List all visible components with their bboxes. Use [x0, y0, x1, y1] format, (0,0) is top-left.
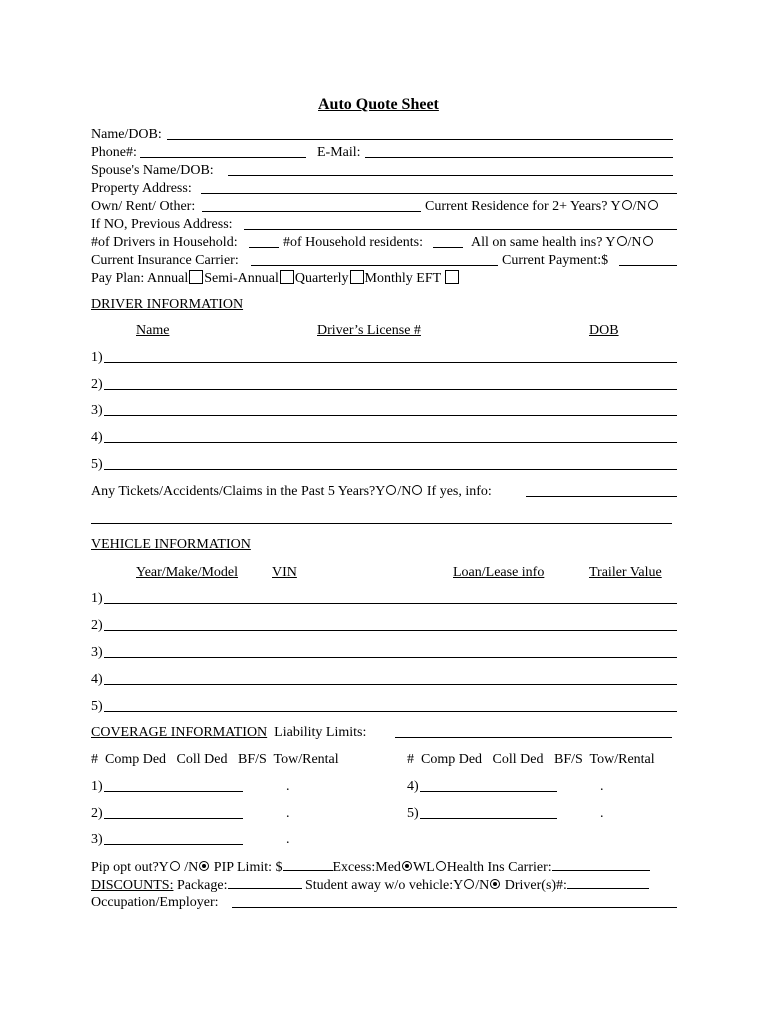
current-carrier-field[interactable] — [251, 265, 498, 266]
quarterly-label: Quarterly — [294, 271, 349, 286]
current-payment-label: Current Payment:$ — [502, 253, 609, 268]
driver-col-dob: DOB — [589, 323, 619, 338]
coverage-row-2-dot: . — [286, 806, 290, 821]
previous-address-label: If NO, Previous Address: — [91, 217, 233, 232]
phone-label: Phone#: — [91, 145, 137, 160]
coverage-columns-left: # Comp Ded Coll Ded BF/S Tow/Rental — [91, 752, 339, 767]
current-payment-field[interactable] — [619, 265, 677, 266]
current-residence-question — [425, 198, 659, 216]
quarterly-checkbox[interactable] — [350, 270, 364, 284]
coverage-heading-row — [91, 724, 366, 742]
coverage-row-1-field[interactable] — [104, 791, 243, 792]
driver-row-4-field[interactable] — [104, 442, 677, 443]
coverage-row-3-dot: . — [286, 832, 290, 847]
driver-row-1-label: 1) — [91, 350, 103, 365]
semi-annual-checkbox[interactable] — [280, 270, 294, 284]
package-label: Package: — [173, 878, 228, 893]
residence-yes-radio[interactable] — [622, 200, 632, 210]
tickets-question — [91, 483, 492, 501]
vehicle-row-5-label: 5) — [91, 699, 103, 714]
vehicle-row-3-field[interactable] — [104, 657, 677, 658]
coverage-columns-right: # Comp Ded Coll Ded BF/S Tow/Rental — [407, 752, 655, 767]
coverage-section-heading: COVERAGE INFORMATION — [91, 725, 268, 740]
phone-field[interactable] — [140, 157, 306, 158]
driver-row-4-label: 4) — [91, 430, 103, 445]
driver-row-2-field[interactable] — [104, 389, 677, 390]
health-carrier-label: Health Ins Carrier: — [446, 860, 552, 875]
occupation-label: Occupation/Employer: — [91, 895, 219, 910]
vehicle-col-loan: Loan/Lease info — [453, 565, 545, 580]
student-separator: /N — [475, 878, 490, 893]
email-field[interactable] — [365, 157, 673, 158]
drivers-count-field[interactable] — [567, 876, 649, 889]
coverage-row-4-label: 4) — [407, 779, 419, 794]
drivers-household-field[interactable] — [249, 247, 279, 248]
vehicle-section-heading: VEHICLE INFORMATION — [91, 537, 251, 552]
vehicle-row-1-label: 1) — [91, 591, 103, 606]
coverage-row-2-label: 2) — [91, 806, 103, 821]
annual-checkbox[interactable] — [189, 270, 203, 284]
vehicle-row-4-field[interactable] — [104, 684, 677, 685]
tickets-label: Any Tickets/Accidents/Claims in the Past 5 Years?Y — [91, 484, 386, 499]
property-address-label: Property Address: — [91, 181, 192, 196]
vehicle-row-4-label: 4) — [91, 672, 103, 687]
pip-limit-label: PIP Limit: $ — [210, 860, 283, 875]
drivers-household-label: #of Drivers in Household: — [91, 235, 238, 250]
name-dob-label: Name/DOB: — [91, 127, 162, 142]
vehicle-col-vin: VIN — [272, 565, 297, 580]
driver-row-1-field[interactable] — [104, 362, 677, 363]
excess-wl-label: WL — [412, 860, 435, 875]
driver-row-5-label: 5) — [91, 457, 103, 472]
tickets-info-field-2[interactable] — [91, 523, 672, 524]
pip-row — [91, 858, 650, 877]
pip-limit-field[interactable] — [283, 858, 333, 871]
pip-no-radio[interactable] — [199, 861, 209, 871]
driver-row-5-field[interactable] — [104, 469, 677, 470]
spouse-field[interactable] — [228, 175, 673, 176]
student-no-radio[interactable] — [490, 879, 500, 889]
vehicle-row-5-field[interactable] — [104, 711, 677, 712]
coverage-row-3-field[interactable] — [104, 844, 243, 845]
previous-address-field[interactable] — [244, 229, 677, 230]
yes-no-separator: /N — [632, 199, 647, 214]
tickets-no-radio[interactable] — [412, 485, 422, 495]
pay-plan-annual-label: Pay Plan: Annual — [91, 271, 189, 286]
liability-limits-field[interactable] — [395, 737, 672, 738]
semi-annual-label: Semi-Annual — [204, 271, 279, 286]
excess-med-label: Excess:Med — [332, 860, 401, 875]
liability-limits-label: Liability Limits: — [274, 725, 367, 740]
vehicle-row-1-field[interactable] — [104, 603, 677, 604]
yes-no-separator: /N — [627, 235, 642, 250]
coverage-row-4-field[interactable] — [420, 791, 557, 792]
vehicle-col-ymm: Year/Make/Model — [136, 565, 239, 580]
monthly-eft-label: Monthly EFT — [364, 271, 441, 286]
tickets-info-field[interactable] — [526, 496, 677, 497]
same-health-label: All on same health ins? Y — [471, 235, 616, 250]
vehicle-row-2-field[interactable] — [104, 630, 677, 631]
residence-no-radio[interactable] — [648, 200, 658, 210]
driver-col-name: Name — [136, 323, 170, 338]
vehicle-col-trailer: Trailer Value — [589, 565, 662, 580]
drivers-count-label: Driver(s)#: — [501, 878, 567, 893]
household-residents-label: #of Household residents: — [283, 235, 423, 250]
excess-med-radio[interactable] — [402, 861, 412, 871]
discounts-label: DISCOUNTS: — [91, 878, 174, 893]
coverage-row-4-dot: . — [600, 779, 604, 794]
pip-yes-radio[interactable] — [170, 861, 180, 871]
email-label: E-Mail: — [317, 145, 361, 160]
coverage-row-5-dot: . — [600, 806, 604, 821]
tickets-yes-radio[interactable] — [386, 485, 396, 495]
driver-row-3-field[interactable] — [104, 415, 677, 416]
health-no-radio[interactable] — [643, 236, 653, 246]
coverage-row-1-label: 1) — [91, 779, 103, 794]
vehicle-row-2-label: 2) — [91, 618, 103, 633]
monthly-eft-checkbox[interactable] — [445, 270, 459, 284]
name-dob-field[interactable] — [167, 139, 673, 140]
pip-separator: /N — [180, 860, 199, 875]
same-health-question — [471, 234, 654, 252]
driver-row-3-label: 3) — [91, 403, 103, 418]
student-away-label: Student away w/o vehicle:Y — [301, 878, 464, 893]
occupation-field[interactable] — [232, 907, 677, 908]
tickets-info-label: If yes, info: — [423, 484, 492, 499]
package-field[interactable] — [228, 876, 302, 889]
own-rent-field[interactable] — [202, 211, 421, 212]
current-residence-label: Current Residence for 2+ Years? Y — [425, 199, 621, 214]
household-residents-field[interactable] — [433, 247, 463, 248]
coverage-row-1-dot: . — [286, 779, 290, 794]
property-address-field[interactable] — [201, 193, 677, 194]
pip-opt-out-label: Pip opt out?Y — [91, 860, 169, 875]
coverage-row-5-field[interactable] — [420, 818, 557, 819]
vehicle-row-3-label: 3) — [91, 645, 103, 660]
driver-row-2-label: 2) — [91, 377, 103, 392]
current-carrier-label: Current Insurance Carrier: — [91, 253, 239, 268]
page-title: Auto Quote Sheet — [318, 96, 439, 113]
discounts-row — [91, 876, 649, 895]
driver-col-license: Driver’s License # — [317, 323, 421, 338]
health-yes-radio[interactable] — [617, 236, 627, 246]
coverage-row-3-label: 3) — [91, 832, 103, 847]
coverage-row-2-field[interactable] — [104, 818, 243, 819]
coverage-row-5-label: 5) — [407, 806, 419, 821]
student-yes-radio[interactable] — [464, 879, 474, 889]
own-rent-label: Own/ Rent/ Other: — [91, 199, 196, 214]
spouse-label: Spouse's Name/DOB: — [91, 163, 214, 178]
driver-section-heading: DRIVER INFORMATION — [91, 297, 244, 312]
pay-plan-row — [91, 270, 460, 288]
excess-wl-radio[interactable] — [436, 861, 446, 871]
tickets-separator: /N — [397, 484, 412, 499]
health-carrier-field[interactable] — [552, 858, 650, 871]
